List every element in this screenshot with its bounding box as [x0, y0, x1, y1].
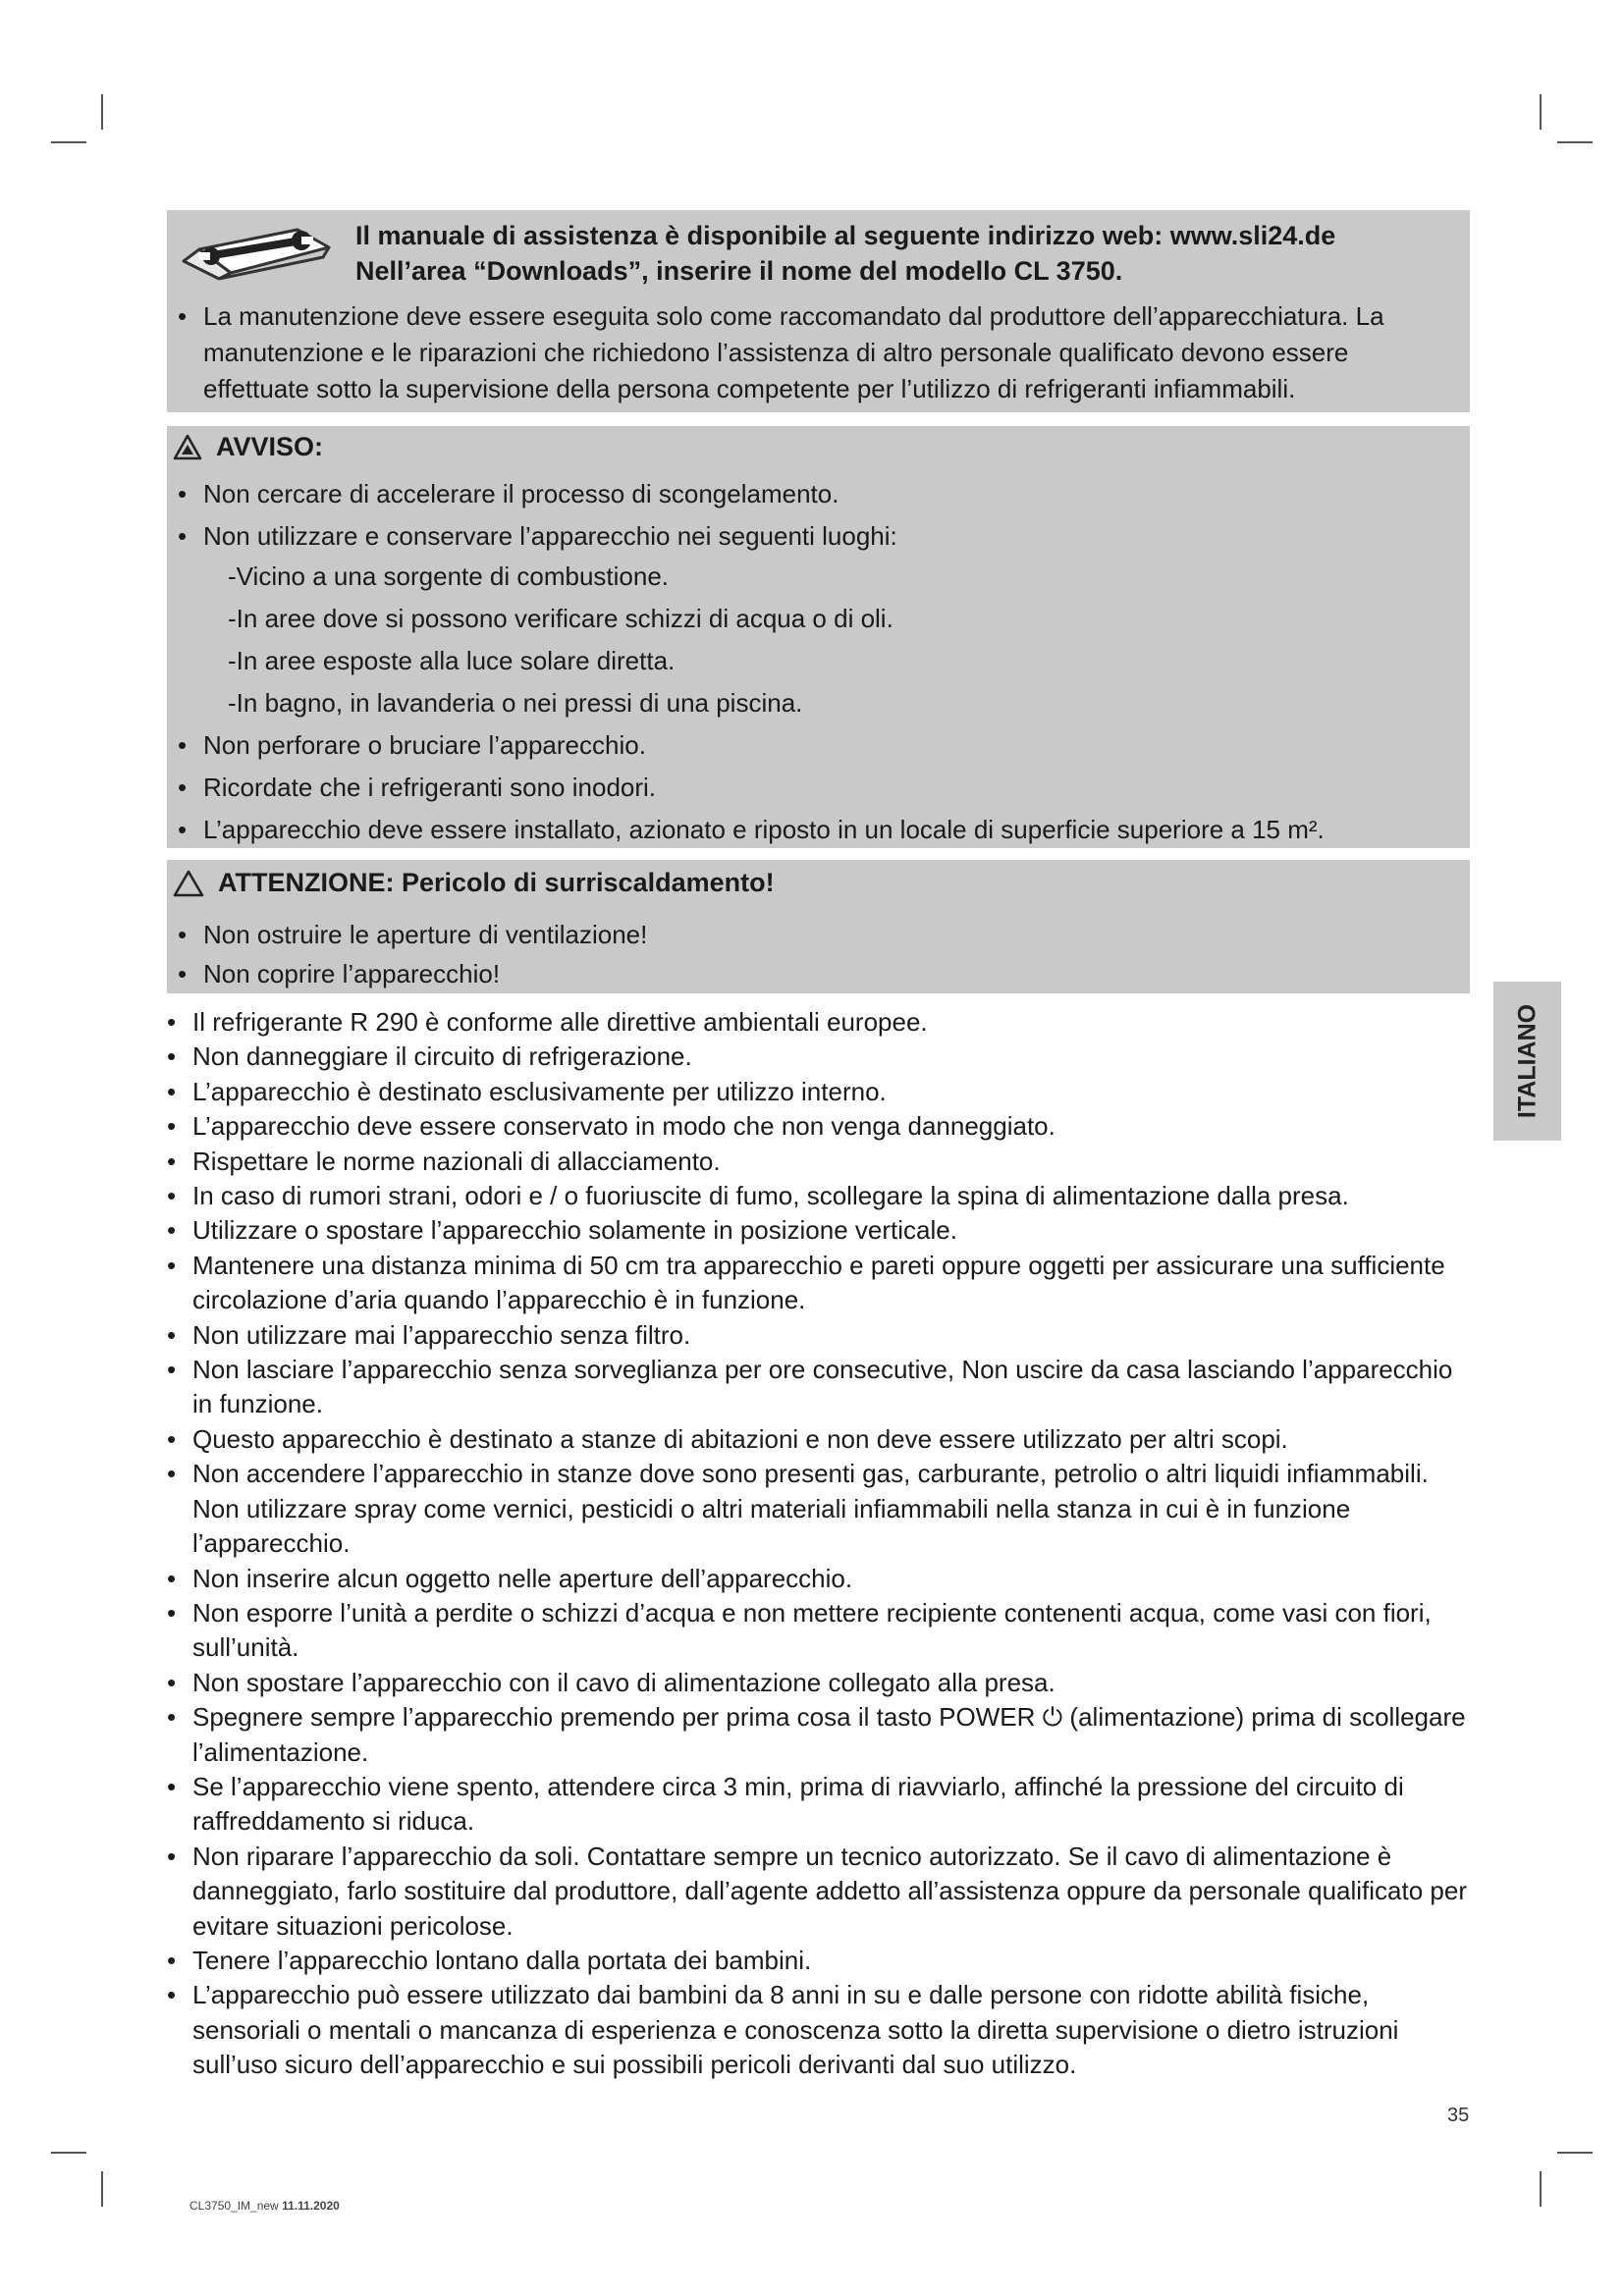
bullet-dot: •	[167, 1667, 177, 1697]
list-item	[167, 1249, 1469, 1318]
service-manual-heading-line2: Nell’area “Downloads”, inserire il nome del modello CL 3750.	[355, 256, 1123, 286]
dash-marker: -	[228, 561, 237, 591]
sub-item-text: In aree esposte alla luce solare diretta.	[236, 646, 676, 675]
list-item	[178, 724, 1440, 767]
bullet-dot: •	[178, 773, 188, 802]
bullet-dot: •	[167, 1980, 177, 2010]
list-item	[178, 809, 1440, 851]
bullet-text: Utilizzare o spostare l’apparecchio solamente in posizione verticale.	[192, 1215, 957, 1246]
language-tab-label: ITALIANO	[1513, 1003, 1541, 1119]
safety-bullet-list	[167, 1005, 1469, 2083]
bullet-dot: •	[167, 1423, 177, 1454]
bullet-text: L’apparecchio deve essere conservato in modo che non venga danneggiato.	[192, 1111, 1056, 1142]
list-item	[167, 1770, 1469, 1840]
bullet-dot: •	[167, 1250, 177, 1280]
warning-bullet-list	[178, 473, 1440, 558]
list-item	[228, 556, 893, 598]
bullet-text: Spegnere sempre l’apparecchio premendo per prima cosa il tasto POWER ⏻ (alimentazione) prima di scollegare l’alimentazione.	[192, 1702, 1466, 1767]
list-item	[167, 1179, 1469, 1213]
bullet-dot: •	[167, 1597, 177, 1628]
crop-mark	[1540, 94, 1542, 130]
caution-heading	[173, 868, 775, 898]
page-number: 35	[1447, 2105, 1470, 2126]
list-item	[167, 1318, 1469, 1353]
warning-location-list	[228, 556, 893, 724]
bullet-text: Tenere l’apparecchio lontano dalla portata dei bambini.	[192, 1945, 812, 1975]
list-item	[167, 1596, 1469, 1666]
bullet-text: Non spostare l’apparecchio con il cavo di alimentazione collegato alla presa.	[192, 1667, 1056, 1697]
service-manual-heading-line1: Il manuale di assistenza è disponibile al seguente indirizzo web: www.sli24.de	[355, 221, 1336, 250]
service-manual-heading	[355, 218, 1335, 289]
bullet-text: Non lasciare l’apparecchio senza sorveglianza per ore consecutive, Non uscire da casa lasciando l’apparecchio in funzione.	[192, 1355, 1453, 1419]
bullet-text: La manutenzione deve essere eseguita solo come raccomandato dal produttore dell’apparecchiatura. La manutenzione e le riparazioni che richiedono l’assistenza di altro personale qualificato devono essere effettuate sotto la supervisione della persona competente per l’utilizzo di refrigeranti infiammabili.	[203, 301, 1384, 403]
crop-mark	[101, 94, 103, 130]
bullet-text: Non inserire alcun oggetto nelle aperture dell’apparecchio.	[192, 1563, 853, 1593]
bullet-text: Non cercare di accelerare il processo di scongelamento.	[203, 479, 839, 508]
list-item	[178, 767, 1440, 809]
list-item	[167, 1005, 1469, 1040]
list-item	[228, 640, 893, 682]
bullet-dot: •	[167, 1146, 177, 1176]
bullet-dot: •	[178, 730, 188, 760]
bullet-text: Non ostruire le aperture di ventilazione!	[203, 920, 648, 949]
bullet-dot: •	[167, 1771, 177, 1801]
list-item	[167, 1457, 1469, 1561]
print-footer	[189, 2199, 340, 2213]
warning-heading	[173, 432, 323, 462]
bullet-dot: •	[178, 301, 188, 331]
service-manual-tool-icon	[180, 222, 337, 283]
bullet-text: Questo apparecchio è destinato a stanze di abitazioni e non deve essere utilizzato per altri scopi.	[192, 1423, 1288, 1454]
bullet-dot: •	[167, 1841, 177, 1871]
list-item	[167, 1700, 1469, 1770]
crop-mark	[101, 2171, 103, 2207]
list-item	[167, 1422, 1469, 1457]
bullet-text: L’apparecchio può essere utilizzato dai bambini da 8 anni in su e dalle persone con ridotte abilità fisiche, sensoriali o mentali o mancanza di esperienza e conoscenza sotto la diretta supervisione o dietro istruzioni sull’uso sicuro dell’apparecchio e sui possibili pericoli derivanti dal suo utilizzo.	[192, 1980, 1399, 2080]
bullet-text: In caso di rumori strani, odori e / o fuoriuscite di fumo, scollegare la spina di alimentazione dalla presa.	[192, 1181, 1349, 1211]
bullet-dot: •	[167, 1355, 177, 1385]
bullet-dot: •	[178, 920, 188, 949]
bullet-text: Non riparare l’apparecchio da soli. Contattare sempre un tecnico autorizzato. Se il cavo di alimentazione è danneggiato, farlo sostituire dal produttore, dall’agente addetto all’assistenza oppure da personale qualificato per evitare situazioni pericolose.	[192, 1841, 1467, 1941]
bullet-dot: •	[167, 1702, 177, 1733]
language-tab	[1493, 982, 1561, 1141]
bullet-dot: •	[178, 479, 188, 508]
bullet-dot: •	[167, 1319, 177, 1350]
caution-bullet-list	[178, 915, 1440, 993]
list-item	[178, 298, 1450, 407]
bullet-text: Non utilizzare mai l’apparecchio senza filtro.	[192, 1319, 691, 1350]
sub-item-text: Vicino a una sorgente di combustione.	[236, 561, 670, 591]
service-bullet-list	[178, 298, 1450, 407]
bullet-text: Ricordate che i refrigeranti sono inodori.	[203, 773, 657, 802]
list-item	[178, 473, 1440, 515]
bullet-text: L’apparecchio deve essere installato, azionato e riposto in un locale di superficie superiore a 15 m².	[203, 815, 1325, 844]
bullet-dot: •	[167, 1041, 177, 1072]
sub-item-text: In aree dove si possono verificare schizzi di acqua o di oli.	[236, 604, 893, 633]
list-item	[178, 954, 1440, 993]
bullet-text: Il refrigerante R 290 è conforme alle direttive ambientali europee.	[192, 1007, 928, 1037]
list-item	[167, 1353, 1469, 1422]
list-item	[167, 1109, 1469, 1144]
bullet-text: Non perforare o bruciare l’apparecchio.	[203, 730, 646, 760]
bullet-dot: •	[167, 1007, 177, 1037]
list-item	[228, 682, 893, 724]
list-item	[167, 1213, 1469, 1248]
bullet-dot: •	[178, 521, 188, 551]
bullet-text: Se l’apparecchio viene spento, attendere circa 3 min, prima di riavviarlo, affinché la pressione del circuito di raffreddamento si riduca.	[192, 1771, 1404, 1837]
bullet-text: Non esporre l’unità a perdite o schizzi d’acqua e non mettere recipiente contenenti acqua, come vasi con fiori, sull’unità.	[192, 1597, 1432, 1663]
bullet-dot: •	[167, 1459, 177, 1489]
list-item	[178, 915, 1440, 954]
bullet-text: Mantenere una distanza minima di 50 cm tra apparecchio e pareti oppure oggetti per assicurare una sufficiente circolazione d’aria quando l’apparecchio è in funzione.	[192, 1250, 1445, 1315]
bullet-text: L’apparecchio è destinato esclusivamente per utilizzo interno.	[192, 1076, 887, 1106]
list-item	[167, 1145, 1469, 1179]
list-item	[167, 1944, 1469, 1978]
bullet-dot: •	[167, 1076, 177, 1106]
dash-marker: -	[228, 646, 237, 675]
bullet-text: Non accendere l’apparecchio in stanze dove sono presenti gas, carburante, petrolio o altri liquidi infiammabili. Non utilizzare spray come vernici, pesticidi o altri materiali infiammabili nella stanza in cui è in funzione l’apparecchio.	[192, 1459, 1429, 1559]
dash-marker: -	[228, 688, 237, 718]
crop-mark	[1557, 2152, 1593, 2154]
warning-heading-text: AVVISO:	[216, 432, 324, 461]
bullet-dot: •	[167, 1215, 177, 1246]
bullet-text: Non utilizzare e conservare l’apparecchio nei seguenti luoghi:	[203, 521, 897, 551]
list-item	[167, 1840, 1469, 1944]
warning-triangle-icon	[173, 434, 202, 460]
bullet-dot: •	[167, 1563, 177, 1593]
bullet-dot: •	[167, 1111, 177, 1142]
warning-bullet-list-2	[178, 724, 1440, 851]
caution-triangle-icon	[173, 870, 204, 897]
list-item	[167, 1040, 1469, 1074]
bullet-text: Rispettare le norme nazionali di allacciamento.	[192, 1146, 721, 1176]
bullet-text: Non danneggiare il circuito di refrigerazione.	[192, 1041, 692, 1072]
footer-date: 11.11.2020	[282, 2199, 340, 2213]
list-item	[167, 1666, 1469, 1700]
bullet-dot: •	[178, 959, 188, 988]
list-item	[178, 515, 1440, 558]
list-item	[167, 1075, 1469, 1109]
list-item	[167, 1562, 1469, 1596]
bullet-dot: •	[167, 1945, 177, 1975]
footer-doc-id: CL3750_IM_new	[189, 2199, 279, 2213]
list-item	[167, 1978, 1469, 2082]
bullet-dot: •	[178, 815, 188, 844]
crop-mark	[1540, 2171, 1542, 2207]
sub-item-text: In bagno, in lavanderia o nei pressi di una piscina.	[236, 688, 803, 718]
crop-mark	[1557, 141, 1593, 143]
crop-mark	[51, 141, 86, 143]
bullet-text: Non coprire l’apparecchio!	[203, 959, 501, 988]
bullet-dot: •	[167, 1181, 177, 1211]
caution-heading-text: ATTENZIONE: Pericolo di surriscaldamento!	[218, 868, 775, 897]
list-item	[228, 598, 893, 640]
dash-marker: -	[228, 604, 237, 633]
crop-mark	[51, 2152, 86, 2154]
